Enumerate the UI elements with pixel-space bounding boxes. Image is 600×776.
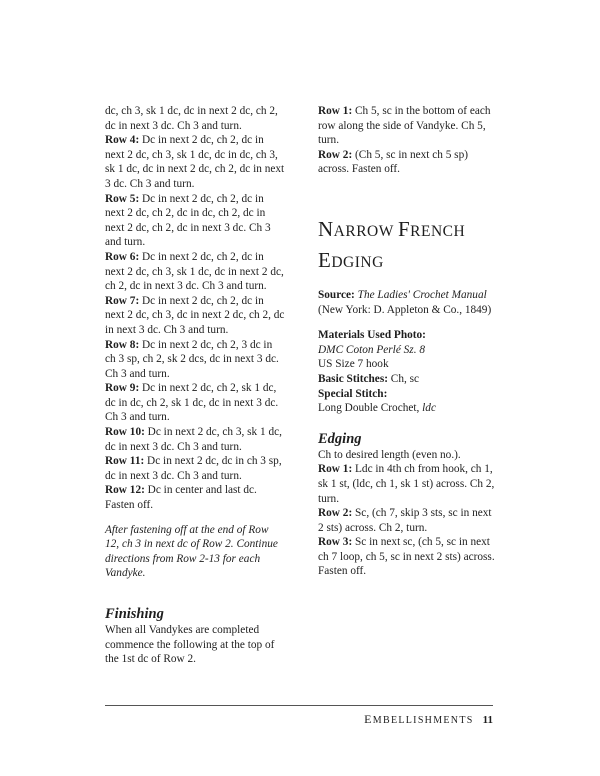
row-text: dc, ch 3, sk 1 dc, dc in next 2 dc, ch 2, dc in next 3 dc. Ch 3 and turn. xyxy=(105,105,278,132)
title-line-2 xyxy=(318,248,384,272)
row-label: Row 2: xyxy=(318,148,353,161)
title-cap: N xyxy=(318,216,334,241)
pattern-row xyxy=(105,483,285,512)
pattern-row xyxy=(105,338,285,382)
source-label: Source: xyxy=(318,288,355,301)
continue-note: After fastening off at the end of Row 12, ch 3 in next dc of Row 2. Continue directions from Row 2-13 for each Vandyke. xyxy=(105,523,278,580)
footer-section-title: EMBELLISHMENTS xyxy=(364,712,474,726)
row-label: Row 1: xyxy=(318,463,353,476)
title-smallcaps: DGING xyxy=(331,253,384,271)
materials-thread: DMC Coton Perlé Sz. 8 xyxy=(318,343,426,356)
pattern-row xyxy=(318,535,498,579)
row-label: Row 6: xyxy=(105,250,140,263)
row-text: Ldc in 4th ch from hook, ch 1, sk 1 st, (ldc, ch 1, sk 1 st) across. Ch 2, turn. xyxy=(318,463,495,505)
row-label: Row 2: xyxy=(318,507,353,520)
row-text: Ch 5, sc in the bottom of each row along the side of Vandyke. Ch 5, turn. xyxy=(318,105,491,147)
title-smallcaps: ARROW xyxy=(333,222,398,240)
special-stitch-value: Long Double Crochet, xyxy=(318,402,423,415)
right-column xyxy=(318,104,498,579)
pattern-row xyxy=(105,250,285,294)
title-line-1 xyxy=(318,217,465,241)
materials-block xyxy=(318,328,498,416)
pattern-row xyxy=(105,425,285,454)
edging-heading: Edging xyxy=(318,430,362,447)
row-text: (Ch 5, sc in next ch 5 sp) across. Fasten off. xyxy=(318,148,468,176)
vandyke-row-1 xyxy=(318,104,498,148)
basic-stitches-label: Basic Stitches: xyxy=(318,372,388,385)
pattern-row xyxy=(105,133,285,191)
row-text: Dc in next 2 dc, ch 2, 3 dc in ch 3 sp, ch 2, sk 2 dcs, dc in next 3 dc. Ch 3 and turn. xyxy=(105,338,279,380)
title-cap: E xyxy=(318,247,332,272)
pattern-row xyxy=(105,454,285,483)
row-text: Dc in center and last dc. Fasten off. xyxy=(105,484,257,512)
special-stitch-label: Special Stitch: xyxy=(318,387,388,400)
row-text: Dc in next 2 dc, ch 2, sk 1 dc, dc in dc, ch 2, sk 1 dc, dc in next 3 dc. Ch 3 and turn. xyxy=(105,382,279,424)
pattern-rows-left xyxy=(105,104,285,513)
basic-stitches-value: Ch, sc xyxy=(387,372,420,385)
row-text: Dc in next 2 dc, ch 3, sk 1 dc, dc in next 3 dc. Ch 3 and turn. xyxy=(105,426,282,453)
row-text: Sc in next sc, (ch 5, sc in next ch 7 loop, ch 5, sc in next 2 sts) across. Fasten off. xyxy=(318,536,495,578)
row-label: Row 1: xyxy=(318,105,353,117)
vandyke-row-2 xyxy=(318,148,498,177)
pattern-row xyxy=(105,104,285,133)
source-publisher: (New York: D. Appleton & Co., 1849) xyxy=(318,303,492,316)
section-title xyxy=(318,215,498,277)
materials-label: Materials Used Photo: xyxy=(318,329,426,342)
row-label: Row 12: xyxy=(105,484,145,497)
materials-hook: US Size 7 hook xyxy=(318,358,389,371)
footer-rule xyxy=(105,705,493,706)
row-label: Row 4: xyxy=(105,134,140,147)
row-text: Dc in next 2 dc, ch 2, dc in next 2 dc, ch 3, dc in next 2 dc, ch 2, dc in next 3 dc. Ch 3 and turn. xyxy=(105,294,285,336)
page-number: 11 xyxy=(482,714,493,726)
edging-intro: Ch to desired length (even no.). xyxy=(318,448,461,461)
finishing-text: When all Vandykes are completed commence the following at the top of the 1st dc of Row 2. xyxy=(105,624,275,666)
source-title: The Ladies' Crochet Manual xyxy=(357,288,487,301)
row-label: Row 7: xyxy=(105,294,140,307)
row-label: Row 9: xyxy=(105,382,140,395)
pattern-row xyxy=(105,294,285,338)
row-text: Dc in next 2 dc, dc in ch 3 sp, dc in next 3 dc. Ch 3 and turn. xyxy=(105,455,282,482)
pattern-row xyxy=(318,462,498,506)
row-label: Row 8: xyxy=(105,338,140,351)
row-text: Sc, (ch 7, skip 3 sts, sc in next 2 sts) across. Ch 2, turn. xyxy=(318,507,492,534)
row-text: Dc in next 2 dc, ch 2, dc in next 2 dc, ch 2, dc in dc, ch 2, dc in next 2 dc, ch 2, dc in next 3 dc. Ch 3 and turn. xyxy=(105,192,271,249)
page-footer xyxy=(364,712,493,727)
pattern-row xyxy=(318,506,498,535)
row-text: Dc in next 2 dc, ch 2, dc in next 2 dc, ch 3, sk 1 dc, dc in dc, ch 3, sk 1 dc, dc in next 2 dc, ch 2, dc in next 3 dc. Ch 3 and turn. xyxy=(105,134,285,190)
pattern-row xyxy=(105,381,285,425)
finishing-heading: Finishing xyxy=(105,606,164,622)
left-column xyxy=(105,104,285,667)
row-label: Row 3: xyxy=(318,536,353,549)
source-line xyxy=(318,288,498,317)
row-text: Dc in next 2 dc, ch 2, dc in next 2 dc, ch 3, sk 1 dc, dc in next 2 dc, ch 2, dc in next 3 dc. Ch 3 and turn. xyxy=(105,250,284,293)
title-cap: F xyxy=(397,216,411,241)
pattern-row xyxy=(105,192,285,250)
row-label: Row 11: xyxy=(105,455,145,468)
title-smallcaps: RENCH xyxy=(410,222,466,240)
row-label: Row 10: xyxy=(105,426,145,439)
row-label: Row 5: xyxy=(105,192,140,205)
special-stitch-abbrev: ldc xyxy=(422,402,436,415)
edging-rows xyxy=(318,462,498,579)
